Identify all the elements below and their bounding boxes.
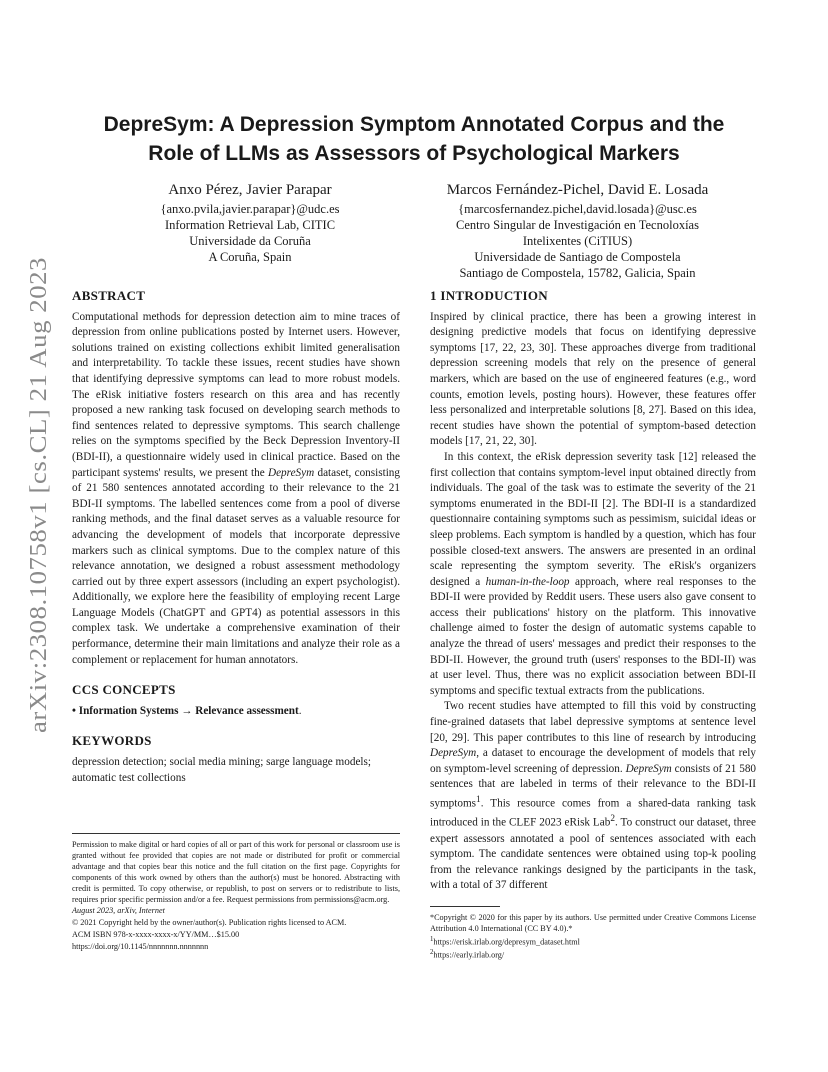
footnote-rule — [430, 906, 500, 907]
author-names: Anxo Pérez, Javier Parapar — [168, 182, 332, 198]
title-line-1: DepreSym: A Depression Symptom Annotated Corpus and the — [103, 113, 725, 136]
author-names: Marcos Fernández-Pichel, David E. Losada — [446, 182, 709, 198]
author-affiliation: Universidade de Santiago de Compostela — [474, 250, 681, 264]
abstract-text: Computational methods for depression detection aim to mine traces of depression from online publications posted by Internet users. However, solutions trained on existing collections exhibit limited generalisation and interpretability. To tackle these issues, recent studies have shown that identifying depressive symptoms can lead to more robust models. The eRisk initiative fosters research on this area and has recently proposed a new ranking task focused on developing search methods to find sentences related to depressive symptoms. This search challenge relies on the symptoms specified by the Beck Depression Inventory-II (BDI-II), a questionnaire widely used in clinical practice. Based on the participant systems' results, we present the DepreSym dataset, consisting of 21 580 sentences annotated according to their relevance to the 21 BDI-II symptoms. The labelled sentences come from a pool of diverse ranking methods, and the final dataset serves as a valuable resource for advancing the development of models that incorporate depressive markers such as clinical symptoms. Due to the complex nature of this relevance annotation, we designed a robust assessment methodology carried out by three expert assessors (including an expert psychologist). Additionally, we explore here the feasibility of employing recent Large Language Models (ChatGPT and GPT4) as potential assessors in this complex task. We undertake a comprehensive examination of their performance, determine their main limitations and analyze their role as a complement or replacement for human annotators. — [72, 310, 400, 666]
intro-paragraph-3: Two recent studies have attempted to fill this void by constructing fine-grained datasets that label depressive symptoms at sentence level [20, 29]. This paper contributes to this line of research by introducing DepreSym, a dataset to encourage the development of models that rely on symptom-level screening of depression. DepreSym consists of 21 580 sentences that are labeled in terms of their relevance to the BDI-II symptoms$^1$. This resource comes from a shared-data ranking task introduced in the CLEF 2023 eRisk Lab$^2$. To construct our dataset, three expert assessors annotated a pool of sentences associated with each symptom. The candidate sentences were obtained using top-k pooling from the relevance rankings designed by the participants in the task, with a total of 37 different — [430, 700, 757, 892]
arxiv-stamp-text: arXiv:2308.10758v1 [cs.CL] 21 Aug 2023 — [26, 306, 52, 733]
dataset-name: DepreSym — [268, 466, 315, 479]
introduction-heading: 1 INTRODUCTION — [430, 288, 548, 303]
author-affiliation: Santiago de Compostela, 15782, Galicia, Spain — [459, 266, 696, 280]
isbn-line: ACM ISBN 978-x-xxxx-xxxx-x/YY/MM…$15.00 — [72, 930, 240, 940]
author-affiliation: Universidade da Coruña — [189, 234, 311, 248]
copyright-line: © 2021 Copyright held by the owner/author(s). Publication rights licensed to ACM. — [72, 918, 347, 928]
author-block-right — [420, 180, 735, 281]
author-block-left — [95, 180, 405, 265]
left-column — [72, 288, 400, 786]
venue: August 2023, arXiv, Internet — [72, 906, 165, 916]
permission-text: Permission to make digital or hard copies of all or part of this work for personal or classroom use is granted without fee provided that copies are not made or distributed for profit or commercial advantage and that copies bear this notice and the full citation on the first page. Copyrights for components of this work owned by others than the author(s) must be honored. Abstracting with credit is permitted. To copy otherwise, or republish, to post on servers or to redistribute to lists, requires prior specific permission and/or a fee. Request permissions from permissions@acm.org. — [72, 840, 400, 904]
copyright-footnote: *Copyright © 2020 for this paper by its authors. Use permitted under Creative Commons License Attribution 4.0 International (CC BY 4.0).* — [430, 913, 756, 933]
footnote-ref[interactable]: 1 — [476, 795, 481, 805]
footnote-2: $^2$https://early.irlab.org/ — [430, 949, 505, 961]
author-affiliation: Intelixentes (CiTIUS) — [522, 234, 633, 248]
right-column — [430, 288, 756, 894]
keywords-heading: KEYWORDS — [72, 733, 152, 749]
author-email: {anxo.pvila,javier.parapar}@udc.es — [160, 202, 340, 216]
author-affiliation: Information Retrieval Lab, CITIC — [164, 218, 336, 232]
footnote-ref[interactable]: 2 — [610, 814, 616, 825]
ccs-heading: CCS CONCEPTS — [72, 682, 176, 698]
author-affiliation: A Coruña, Spain — [208, 250, 292, 264]
footnote-1-link[interactable]: https://erisk.irlab.org/depresym_dataset.html — [433, 937, 580, 947]
intro-paragraph-2: In this context, the eRisk depression severity task [12] released the first collection that contains symptom-level input obtained directly from individuals. The goal of the task was to estimate the severity of the 21 symptoms enumerated in the BDI-II [2]. The BDI-II is a standardized questionnaire containing symptoms such as pessimism, suicidal ideas or sleep problems. Each symptom is handled by a question, which has four possible closed-text answers. The answers are presented in an ordinal scale representing the symptom severity. The eRisk's organizers designed a human-in-the-loop approach, where real responses to the BDI-II were provided by Reddit users. These users also gave consent to access their publications' history on the platform. This innovative challenge aimed to foster the design of automatic systems capable to analyze the thread of users' messages and predict their responses to the BDI-II. However, the ground truth (users' responses to the BDI-II) was at user level. Thus, there was no explicit association between BDI-II symptoms and specific textual extracts from the publications. — [430, 450, 756, 697]
doi-link[interactable]: https://doi.org/10.1145/nnnnnnn.nnnnnnn — [72, 942, 209, 952]
author-affiliation: Centro Singular de Investigación en Tecnoloxías — [456, 218, 699, 232]
keywords-text: depression detection; social media mining; sarge language models; automatic test collections — [72, 756, 371, 784]
abstract-heading: ABSTRACT — [72, 288, 146, 303]
ccs-concepts: • Information Systems → Relevance assessment. — [72, 704, 302, 717]
permission-block — [72, 833, 400, 954]
paper-title — [60, 110, 768, 168]
arxiv-stamp — [22, 255, 52, 735]
intro-paragraph-1: Inspired by clinical practice, there has been a growing interest in designing predictive models that focus on identifying depressive symptoms [17, 22, 23, 30]. These approaches diverge from traditional depression screening models that rely on the presence of general markers, which are based on the use of engineered features (e.g., word counts, emotion levels, posting hours). However, these features offer less personalized and interpretable solutions [8, 27]. Based on this idea, recent studies have shown the potential of symptom-based detection models [17, 21, 22, 30]. — [430, 310, 756, 448]
footnotes-block — [430, 906, 756, 962]
title-line-2: Role of LLMs as Assessors of Psychological Markers — [148, 142, 680, 165]
footnote-1: $^1$https://erisk.irlab.org/depresym_dataset.html — [430, 935, 580, 947]
footnote-2-link[interactable]: https://early.irlab.org/ — [433, 951, 505, 961]
author-email: {marcosfernandez.pichel,david.losada}@usc.es — [458, 202, 697, 216]
